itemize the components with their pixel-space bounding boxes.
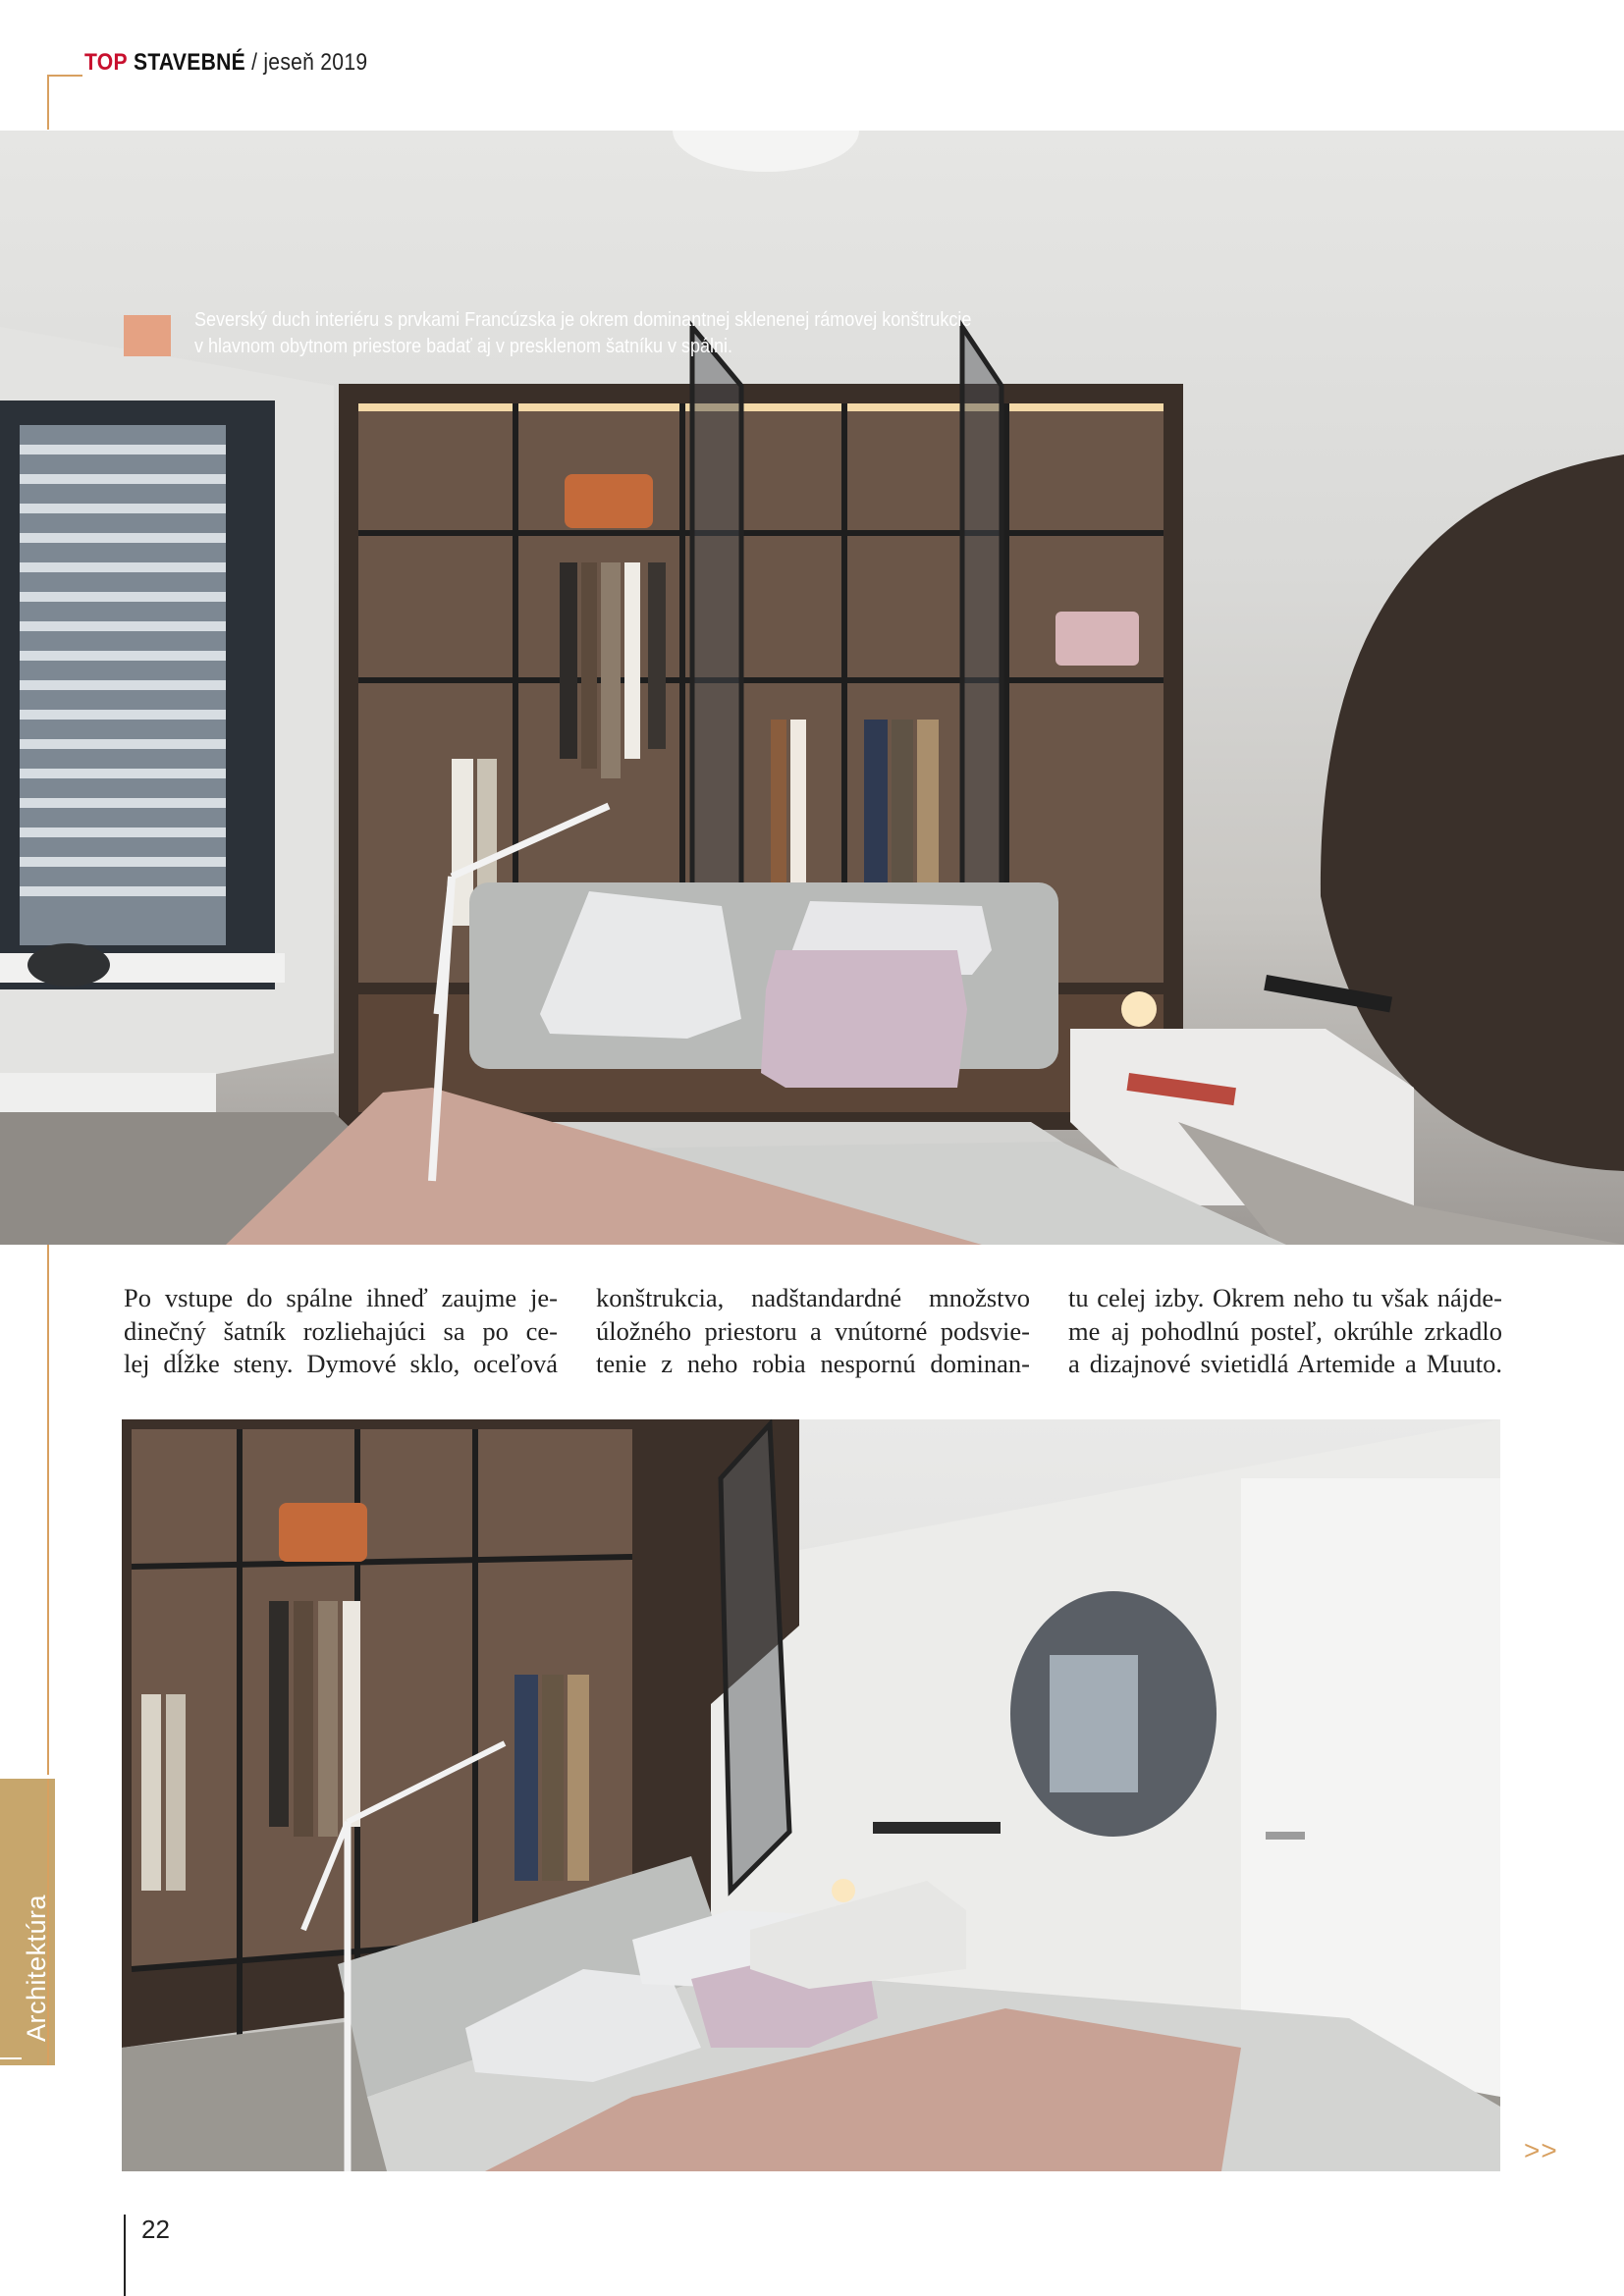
section-label: Architektúra (22, 1894, 51, 2042)
magazine-header (84, 49, 367, 77)
page-number: 22 (141, 2215, 170, 2244)
bedroom-photo-secondary (122, 1419, 1500, 2171)
bedroom-illustration-main (0, 131, 1624, 1245)
text-line: úložného priestoru a vnútorné podsvie- (596, 1315, 1030, 1346)
section-label-tick (0, 2057, 22, 2059)
text-line: me aj pohodlnú posteľ, okrúhle zrkadlo (1068, 1315, 1502, 1346)
caption-line: v hlavnom obytnom priestore badať aj v presklenom šatníku v spálni. (194, 336, 733, 357)
issue-label: / jeseň 2019 (251, 49, 368, 76)
header-rule-horizontal (47, 75, 82, 77)
article-column-1 (124, 1282, 558, 1381)
page-rule-vertical (47, 1245, 49, 1775)
text-line: Po vstupe do spálne ihneď zaujme je- (124, 1283, 558, 1312)
article-column-2 (596, 1282, 1030, 1381)
text-line: dinečný šatník rozliehajúci sa po ce- (124, 1315, 558, 1346)
text-line: konštrukcia, nadštandardné množstvo (596, 1283, 1030, 1312)
text-line: tu celej izby. Okrem neho tu však nájde- (1068, 1283, 1502, 1312)
bedroom-illustration-secondary (122, 1419, 1500, 2171)
header-rule-vertical (47, 75, 49, 130)
caption-text (194, 307, 972, 360)
article-column-3 (1068, 1282, 1502, 1381)
text-line: a dizajnové svietidlá Artemide a Muuto. (1068, 1349, 1502, 1378)
continue-marker: >> (1524, 2135, 1558, 2165)
bedroom-photo-main (0, 131, 1624, 1245)
brand-name: STAVEBNÉ (133, 49, 245, 76)
article-text (124, 1282, 1502, 1390)
caption-line: Severský duch interiéru s prvkami Francúzska je okrem dominantnej sklenenej rámovej konštrukcie (194, 309, 972, 331)
text-line: lej dĺžke steny. Dymové sklo, oceľová (124, 1349, 558, 1378)
brand-accent: TOP (84, 49, 128, 76)
text-line: tenie z neho robia nespornú dominan- (596, 1349, 1030, 1378)
caption-marker-square (124, 315, 171, 356)
page-number-rule (124, 2215, 126, 2296)
